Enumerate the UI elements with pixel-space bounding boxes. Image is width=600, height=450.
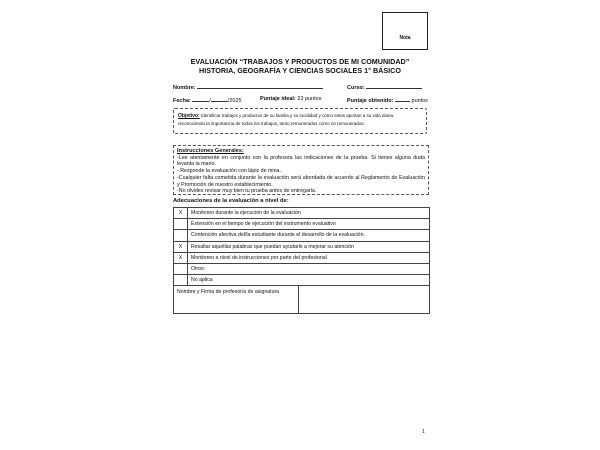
instructions-box [173,145,429,195]
instruction-item: -Cualquier falta cometida durante la evaluación será abordada de acuerdo al Reglamento de Evaluación y Promoción de nuestro establecimiento. [177,174,425,188]
row-mark-cell[interactable] [174,230,188,241]
signature-space[interactable] [299,286,429,313]
course-field[interactable] [347,83,422,91]
row-mark-cell[interactable]: X [174,241,188,252]
course-label: Curso: [347,85,365,91]
instructions-label: Instrucciones Generales: [177,148,244,154]
row-text-cell: No aplica [188,275,430,286]
date-field[interactable]: Fecha: / /2025 [173,98,242,104]
table-row [174,208,430,219]
title-line-2: HISTORIA, GEOGRAFÍA Y CIENCIAS SOCIALES 1° BÁSICO [199,66,401,75]
course-line [366,83,422,89]
table-row [174,275,430,286]
table-row [174,263,430,274]
obtained-score-field[interactable] [347,96,428,104]
date-label: Fecha: [173,98,191,104]
grade-box [382,12,428,50]
objective-text: Identificar trabajos y productos de su familia y su localidad y cómo estos aportan a su vida diaria, reconociendo la importancia de todos los trabajos, tanto remunerados como no remunerados. [178,113,395,126]
row-mark-cell[interactable] [174,263,188,274]
title-line-1: EVALUACIÓN “TRABAJOS Y PRODUCTOS DE MI COMUNIDAD” [190,57,410,66]
signature-row [174,286,430,314]
row-mark-cell[interactable]: X [174,208,188,219]
row-text-cell: Monitoreo a nivel de instrucciones por parte del profesional [188,252,430,263]
signature-label: Nombre y Firma de profesor/a de asignatura [174,286,299,313]
row-mark-cell[interactable] [174,275,188,286]
name-line [197,83,323,89]
row-mark-cell[interactable]: X [174,252,188,263]
table-row [174,219,430,230]
grade-label: Nota [399,35,411,41]
table-row [174,230,430,241]
row-text-cell: Monitoreo durante la ejecución de la evaluación [188,208,430,219]
page-number: 1 [422,429,425,435]
table-row [174,252,430,263]
name-field[interactable] [173,83,323,91]
obtained-score-label: Puntaje obtenido: [347,98,394,104]
instruction-item: -No olvides revisar muy bien tu prueba antes de entregarla. [177,188,317,195]
date-day-line [192,96,209,102]
instruction-item: -Lee atentamente en conjunto con la profesora las indicaciones de la prueba. Si tienes alguna duda levanta la mano. [177,154,425,168]
row-text-cell: Extensión en el tiempo de ejecución del instrumento evaluativo [188,219,430,230]
adecuaciones-table [173,207,430,314]
table-row [174,241,430,252]
instruction-item: - Responde la evaluación con lápiz de mina. [177,168,281,175]
ideal-score [260,96,321,102]
ideal-score-label: Puntaje ideal: [260,96,296,102]
obtained-score-unit: puntos [411,98,429,104]
objective-box [173,108,427,134]
row-mark-cell[interactable] [174,219,188,230]
date-month-line [211,96,228,102]
objective-label: Objetivo: [178,113,200,119]
row-text-cell: Otros: [188,263,430,274]
date-year: /2025 [227,98,242,104]
ideal-score-value: 23 puntos [297,96,322,102]
row-text-cell: Contención afectiva del/la estudiante durante el desarrollo de la evaluación. [188,230,430,241]
row-text-cell: Resaltar aquellas palabras que puedan ayudarle a mejorar su atención [188,241,430,252]
name-label: Nombre: [173,85,196,91]
obtained-score-line [395,96,410,102]
adecuaciones-title: Adecuaciones de la evaluación a nivel de: [173,198,289,204]
